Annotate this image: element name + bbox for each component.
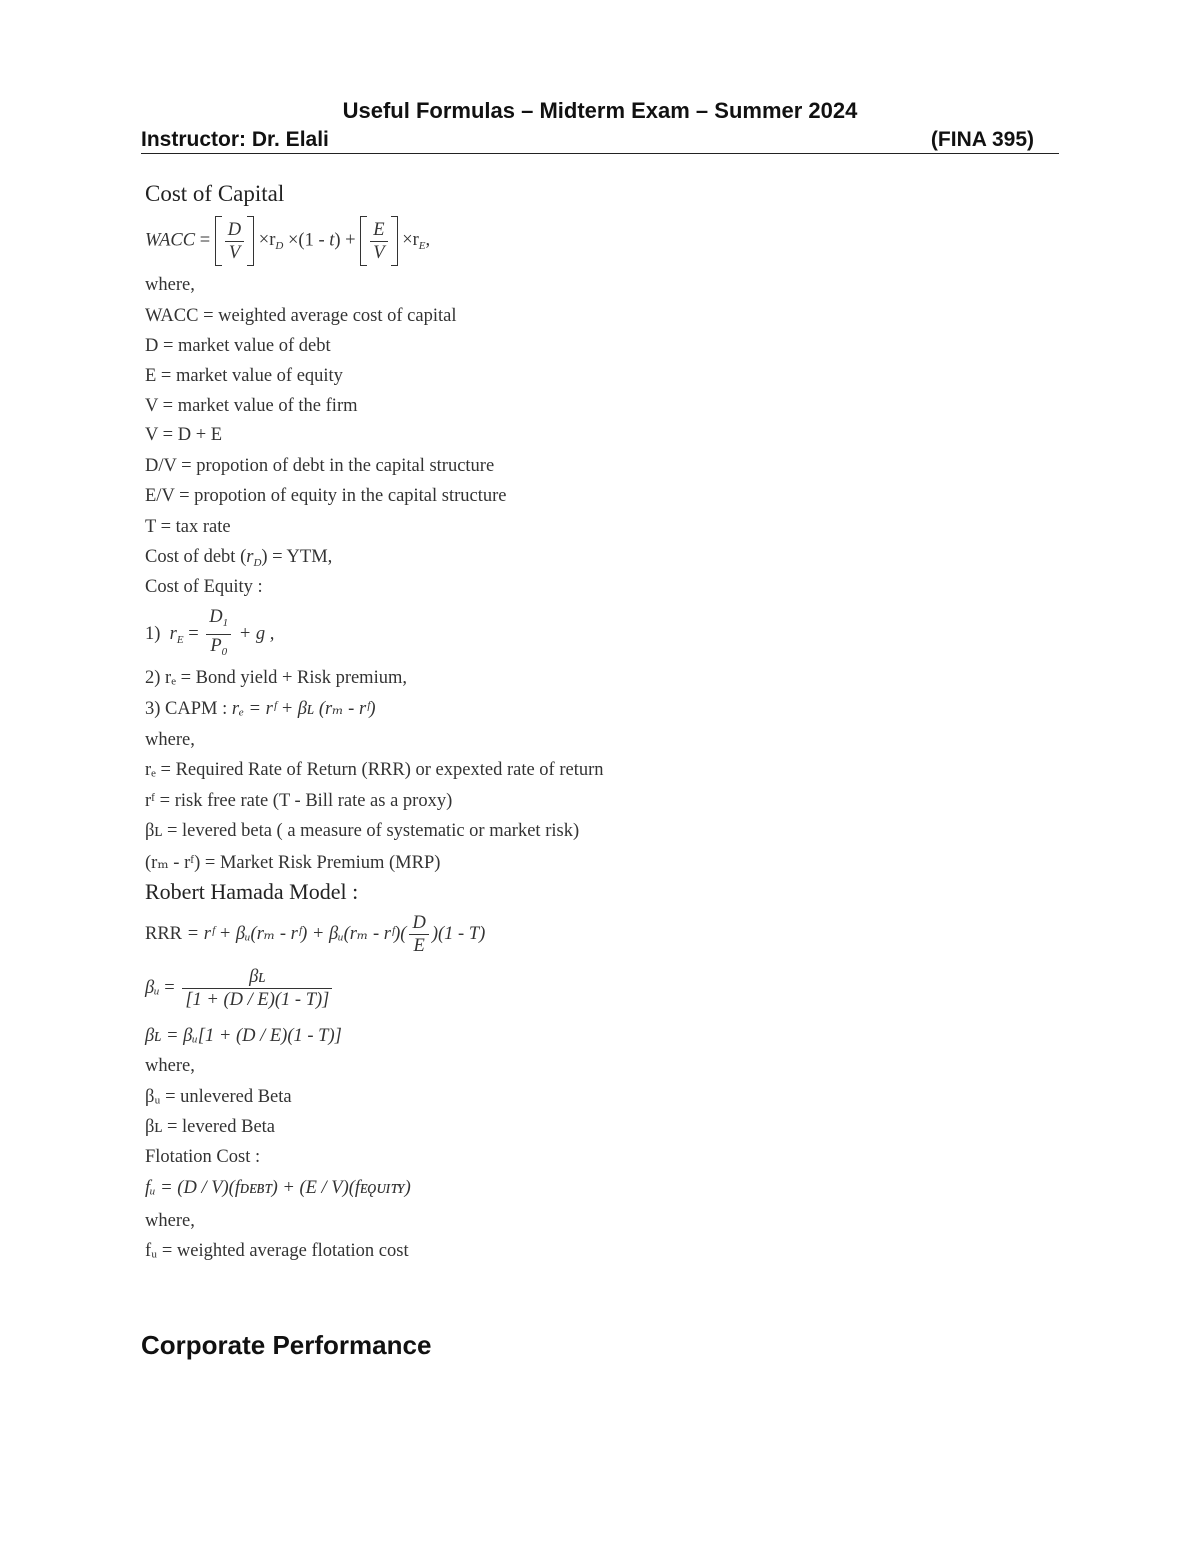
levered-beta-formula: βʟ = βᵤ[1 + (D / E)(1 - T)] <box>145 1026 342 1046</box>
fraction-denominator-v: V <box>228 242 241 263</box>
wacc-equals: = <box>199 230 211 251</box>
hamada-heading: Robert Hamada Model : <box>145 879 359 904</box>
times-rd: $\times r_D$ <box>258 230 284 253</box>
where-label: where, <box>145 730 195 750</box>
instructor-name: Instructor: Dr. Elali <box>141 128 329 151</box>
page-title: Useful Formulas – Midterm Exam – Summer 2024 <box>342 98 858 123</box>
unlevered-beta-formula: βᵤ = $\frac{\text{βʟ}}{[1 + (D / E)(1 - T)]}$ <box>145 966 335 1011</box>
bond-yield-formula: 2) rₑ = Bond yield + Risk premium, <box>145 668 407 688</box>
corporate-performance-heading: Corporate Performance <box>141 1330 432 1360</box>
definition-line: D/V = propotion of debt in the capital structure <box>145 456 495 476</box>
fraction-denominator-v: V <box>373 242 385 263</box>
flotation-formula: fᵤ = (D / V)(fᴅᴇʙᴛ) + (E / V)(fᴇǫᴜɪᴛʏ) <box>145 1178 411 1198</box>
rrr-formula: RRR = rᶠ + βᵤ(rₘ - rᶠ) + βᵤ(rₘ - rᶠ)( $\frac{D}{E}$ )(1 - T) <box>145 913 486 956</box>
formula-number: 1) <box>145 623 161 644</box>
where-label: where, <box>145 275 195 295</box>
flotation-heading: Flotation Cost : <box>145 1147 261 1167</box>
course-code: (FINA 395) <box>930 128 1034 151</box>
bracket-left <box>360 216 367 266</box>
definition-line: WACC = weighted average cost of capital <box>145 306 457 326</box>
dividend-growth-formula: 1) $r_E$ = $\frac{D_1}{P_0}$ + g , <box>145 606 274 663</box>
fraction-numerator-d: D <box>225 219 244 242</box>
unlevered-beta-fraction: $\frac{\text{βʟ}}{[1 + (D / E)(1 - T)]}$ <box>182 966 332 1011</box>
beta-definition: βʟ = levered Beta <box>145 1117 276 1137</box>
capm-definition: (rₘ - rᶠ) = Market Risk Premium (MRP) <box>145 853 441 873</box>
capm-formula: 3) CAPM : rₑ = rᶠ + βʟ (rₘ - rᶠ) <box>145 699 376 719</box>
beta-definition: βᵤ = unlevered Beta <box>145 1087 292 1107</box>
times-re: $\times r_E$, <box>402 230 431 253</box>
definition-line: T = tax rate <box>145 517 231 537</box>
capm-definition: rᶠ = risk free rate (T - Bill rate as a proxy) <box>145 791 453 811</box>
definition-line: V = market value of the firm <box>145 396 358 416</box>
where-label: where, <box>145 1211 195 1231</box>
definition-line: E = market value of equity <box>145 366 343 386</box>
debt-ratio-fraction <box>225 219 244 264</box>
fraction-numerator-e: E <box>370 219 387 242</box>
header-divider <box>141 153 1059 154</box>
bracket-right <box>247 216 254 266</box>
bracket-left <box>215 216 222 266</box>
debt-equity-fraction: $\frac{D}{E}$ <box>409 912 428 957</box>
capm-definition: βʟ = levered beta ( a measure of systematic or market risk) <box>145 821 580 841</box>
definition-line: D = market value of debt <box>145 336 331 356</box>
definition-line: E/V = propotion of equity in the capital structure <box>145 486 507 506</box>
dividend-price-fraction: $\frac{D_1}{P_0}$ <box>206 606 231 663</box>
equity-ratio-fraction <box>370 219 387 264</box>
cost-of-equity-label: Cost of Equity : <box>145 577 263 597</box>
wacc-formula <box>145 216 430 266</box>
cost-of-capital-heading: Cost of Capital <box>145 181 285 206</box>
where-label: where, <box>145 1056 195 1076</box>
capm-definition: rₑ = Required Rate of Return (RRR) or expexted rate of return <box>145 760 604 780</box>
flotation-definition: fᵤ = weighted average flotation cost <box>145 1241 409 1261</box>
cost-of-debt-line: Cost of debt $(r_D)$ = YTM, <box>145 547 333 569</box>
definition-line: V = D + E <box>145 425 223 445</box>
bracket-right <box>391 216 398 266</box>
wacc-lhs: WACC <box>145 230 196 251</box>
tax-shield-term: ×(1 - t) + <box>287 230 356 251</box>
